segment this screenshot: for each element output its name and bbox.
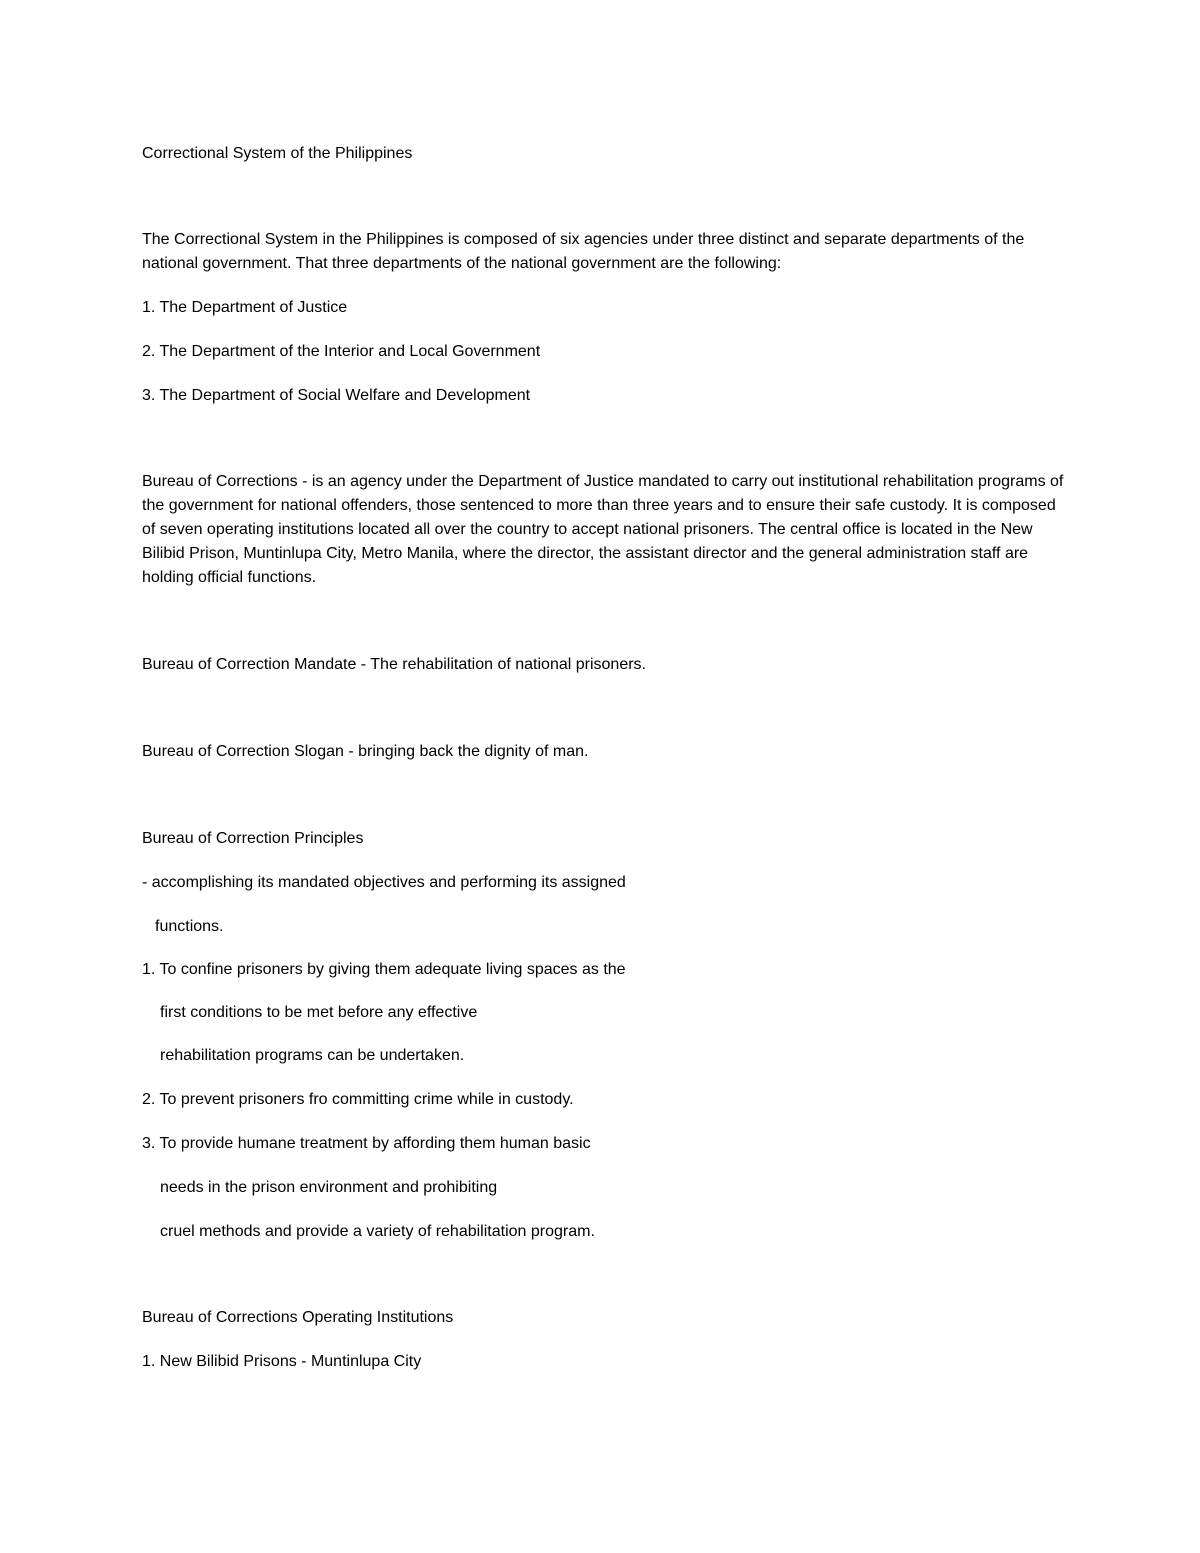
slogan-line: Bureau of Correction Slogan - bringing back the dignity of man. [142,743,589,760]
department-item-3: 3. The Department of Social Welfare and Development [142,387,531,404]
principles-heading: Bureau of Correction Principles [142,830,364,847]
principles-line: - accomplishing its mandated objectives and performing its assigned [142,874,626,891]
principles-line: rehabilitation programs can be undertaken. [160,1047,465,1064]
principles-line: 2. To prevent prisoners fro committing crime while in custody. [142,1091,574,1108]
institutions-heading: Bureau of Corrections Operating Institutions [142,1309,454,1326]
principles-line: 1. To confine prisoners by giving them adequate living spaces as the [142,961,626,978]
principles-line: 3. To provide humane treatment by affording them human basic [142,1135,591,1152]
mandate-line: Bureau of Correction Mandate - The rehabilitation of national prisoners. [142,656,646,673]
principles-line: needs in the prison environment and prohibiting [160,1179,498,1196]
principles-line: first conditions to be met before any effective [160,1004,478,1021]
department-item-2: 2. The Department of the Interior and Local Government [142,343,541,360]
bucor-paragraph: Bureau of Corrections - is an agency under the Department of Justice mandated to carry out institutional rehabilitation programs of the government for national offenders, those sentenced to more than three years and to ensure their safe custody. It is composed of seven operating institutions located all over the country to accept national prisoners. The central office is located in the New Bilibid Prison, Muntinlupa City, Metro Manila, where the director, the assistant director and the general administration staff are holding official functions. [142,473,1064,586]
principles-line: functions. [155,918,224,935]
document-title: Correctional System of the Philippines [142,145,413,162]
principles-line: cruel methods and provide a variety of rehabilitation program. [160,1223,595,1240]
department-item-1: 1. The Department of Justice [142,299,348,316]
institution-item-1: 1. New Bilibid Prisons - Muntinlupa City [142,1353,422,1370]
intro-paragraph: The Correctional System in the Philippines is composed of six agencies under three distinct and separate departments of the national government. That three departments of the national government are the following: [142,231,1025,272]
